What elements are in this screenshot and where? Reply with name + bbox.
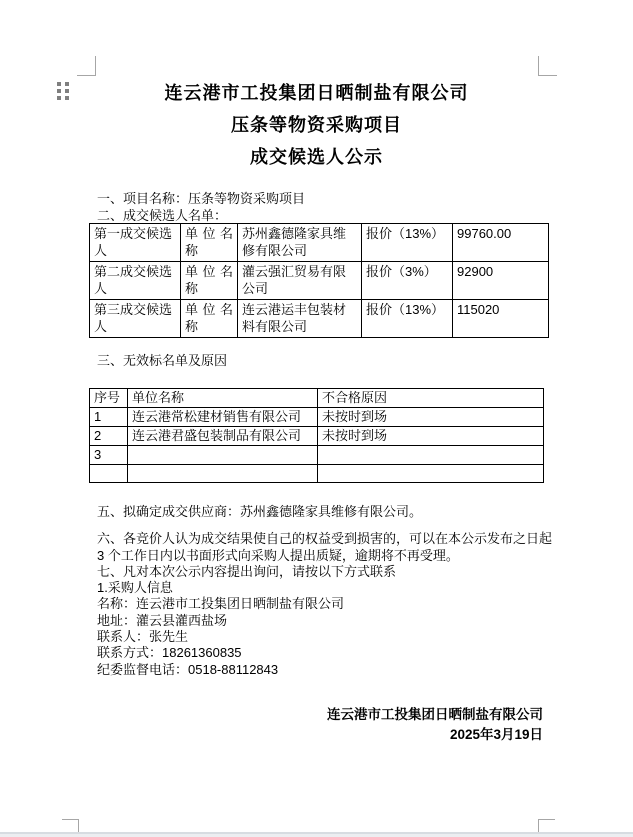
signature-company: 连云港市工投集团日晒制盐有限公司 [327,707,543,722]
body-paragraphs [97,504,553,678]
invalid-bid-row-4 [90,465,544,483]
signature-date: 2025年3月19日 [449,727,543,742]
text-line-contact-person: 联系人：张先生 [97,629,189,645]
reason-cell: 未按时到场 [318,427,544,446]
candidate-rank-cell: 第一成交候选人 [90,224,181,262]
text-line-purchaser-name: 名称：连云港市工投集团日晒制盐有限公司 [97,596,345,612]
company-name-cell: 苏州鑫德隆家具维修有限公司 [238,224,362,262]
index-cell [90,465,128,483]
invalid-bids-header-row [90,389,544,408]
intro-lines [97,190,305,224]
text-line-address: 地址：灌云县灌西盐场 [97,612,228,628]
text-line-supplier: 五、拟确定成交供应商：苏州鑫德隆家具维修有限公司。 [97,504,423,519]
reason-cell: 未按时到场 [318,408,544,427]
field-label-cell: 单位名称 [181,300,238,338]
company-name-cell: 连云港运丰包装材料有限公司 [238,300,362,338]
candidate-rank-cell: 第三成交候选人 [90,300,181,338]
candidate-row-3 [90,300,549,338]
price-label-cell: 报价（3%） [362,262,453,300]
header-company: 单位名称 [128,389,318,408]
candidate-row-1 [90,224,549,262]
price-value-cell: 99760.00 [453,224,549,262]
text-line-objection-2: 3 个工作日内以书面形式向采购人提出质疑，逾期将不再受理。 [97,547,459,563]
company-cell [128,446,318,465]
title-announcement: 成交候选人公示 [250,147,383,167]
invalid-bid-row-2 [90,427,544,446]
invalid-bids-table [89,388,544,483]
invalid-bid-row-1 [90,408,544,427]
title-company: 连云港市工投集团日晒制盐有限公司 [164,83,469,103]
title-project: 压条等物资采购项目 [231,115,402,135]
crop-mark-top-right-icon [538,56,557,76]
section-3-heading: 三、无效标名单及原因 [97,353,228,368]
document-title-block [0,77,633,173]
candidates-table [89,223,549,338]
candidate-row-2 [90,262,549,300]
price-value-cell: 115020 [453,300,549,338]
header-index: 序号 [90,389,128,408]
section-1-project-name: 一、项目名称：压条等物资采购项目 [97,191,306,206]
company-cell [128,465,318,483]
price-value-cell: 92900 [453,262,549,300]
reason-cell [318,446,544,465]
signature-block [327,705,543,745]
candidate-rank-cell: 第二成交候选人 [90,262,181,300]
section-2-candidates-label: 二、成交候选人名单： [97,208,228,223]
company-cell: 连云港君盛包装制品有限公司 [128,427,318,446]
field-label-cell: 单位名称 [181,262,238,300]
text-line-objection-1: 六、各竞价人认为成交结果使自己的权益受到损害的，可以在本公示发布之日起 [97,531,553,547]
company-cell: 连云港常松建材销售有限公司 [128,408,318,427]
index-cell: 2 [90,427,128,446]
header-reason: 不合格原因 [318,389,544,408]
text-line-purchaser-info: 1.采购人信息 [97,580,173,596]
field-label-cell: 单位名称 [181,224,238,262]
reason-cell [318,465,544,483]
text-line-contact-intro: 七、凡对本次公示内容提出询问，请按以下方式联系 [97,563,397,579]
text-line-contact-phone: 联系方式：18261360835 [97,645,242,661]
invalid-bid-row-3 [90,446,544,465]
index-cell: 3 [90,446,128,465]
price-label-cell: 报价（13%） [362,224,453,262]
text-line-supervision-phone: 纪委监督电话：0518-88112843 [97,661,279,677]
price-label-cell: 报价（13%） [362,300,453,338]
crop-mark-top-left-icon [77,56,96,76]
company-name-cell: 灌云强汇贸易有限公司 [238,262,362,300]
index-cell: 1 [90,408,128,427]
